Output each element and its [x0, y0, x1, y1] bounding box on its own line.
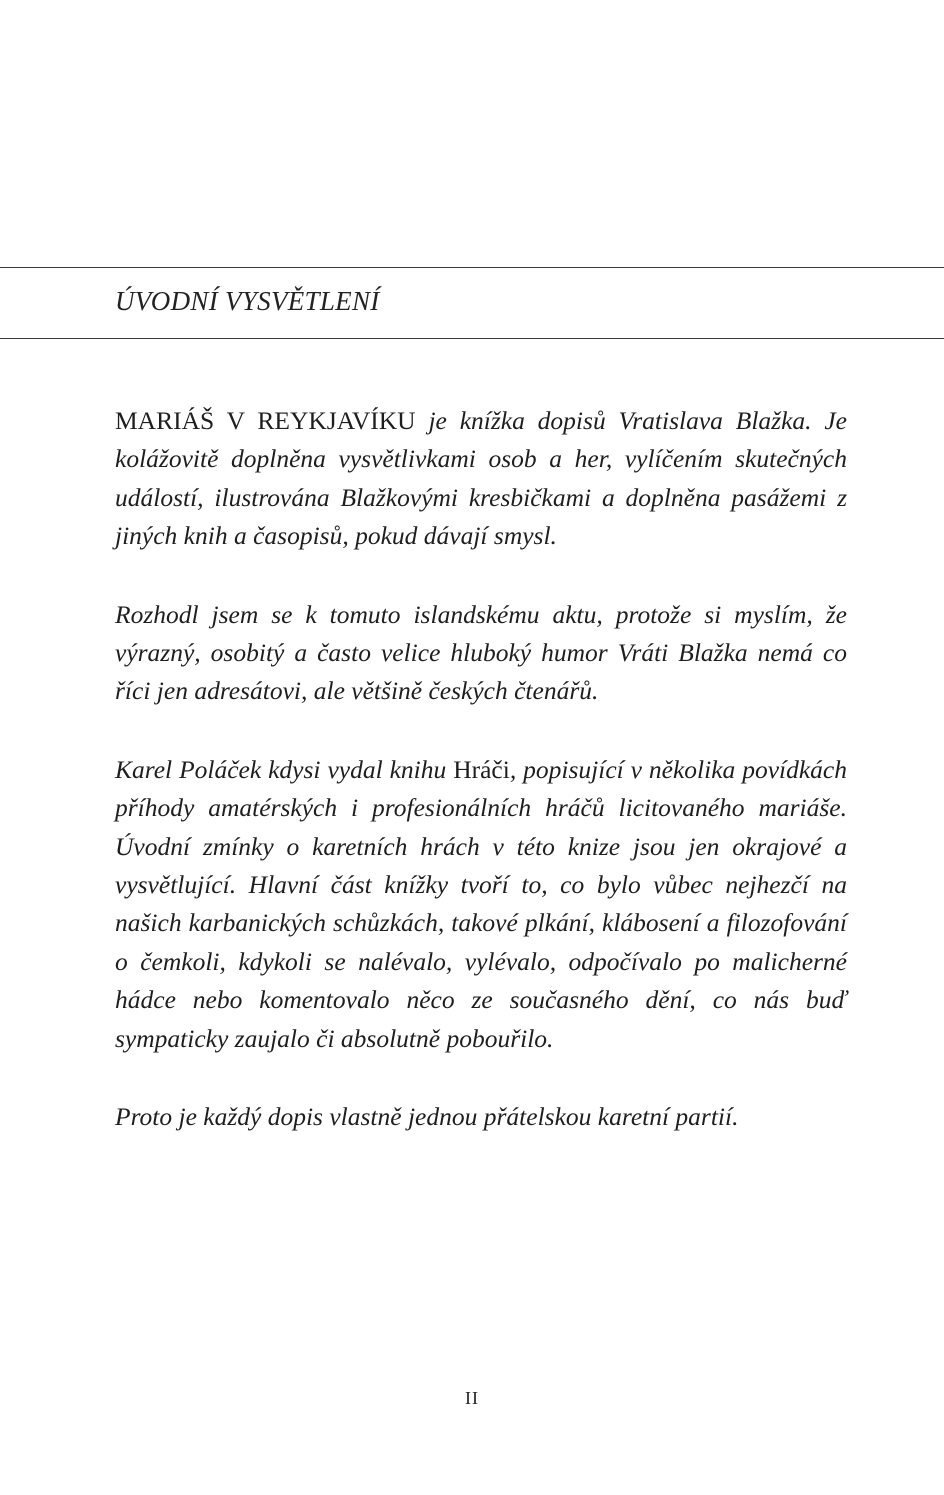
paragraph-3 [115, 751, 847, 1058]
paragraph-4-text: Proto je každý dopis vlastně jednou přátelskou karetní partií. [115, 1102, 739, 1132]
paragraph-2 [115, 596, 847, 711]
header-bottom-rule [0, 338, 944, 339]
paragraph-1-text: je knížka dopisů Vratislava Blažka. Je kolážovitě doplněna vysvětlivkami osob a her, vylíčením skutečných událostí, ilustrována Blažkovými kresbičkami a doplněna pasážemi z jiných knih a časopisů, pokud dávají smysl. [115, 406, 848, 551]
paragraph-3-text-before: Karel Poláček kdysi vydal knihu [115, 754, 454, 784]
paragraph-4 [115, 1098, 847, 1136]
paragraph-1 [115, 402, 847, 556]
body-text [115, 402, 847, 1177]
header-top-rule [0, 267, 944, 268]
paragraph-3-text-after: , popisující v několika povídkách příhody amatérských i profesionálních hráčů licitovaného mariáše. Úvodní zmínky o karetních hrách v této knize jsou jen okrajové a vysvětlující. Hlavní část knížky tvoří to, co bylo vůbec nejhezčí na našich karbanických schůzkách, takové plkání, klábosení a filozofování o čemkoli, kdykoli se nalévalo, vylévalo, odpočívalo po malicherné hádce nebo komentovalo něco ze současného dění, co nás buď sympaticky zaujalo či absolutně pobouřilo. [115, 754, 847, 1053]
page-number: II [465, 1388, 479, 1408]
section-title: ÚVODNÍ VYSVĚTLENÍ [115, 286, 380, 316]
book-title-hraci: Hráči [453, 754, 510, 784]
paragraph-2-text: Rozhodl jsem se k tomuto islandskému aktu, protože si myslím, že výrazný, osobitý a často velice hluboký humor Vráti Blažka nemá co říci jen adresátovi, ale většině českých čtenářů. [115, 599, 847, 706]
book-title-mariáš: MARIÁŠ V REYKJAVÍKU [115, 406, 416, 435]
